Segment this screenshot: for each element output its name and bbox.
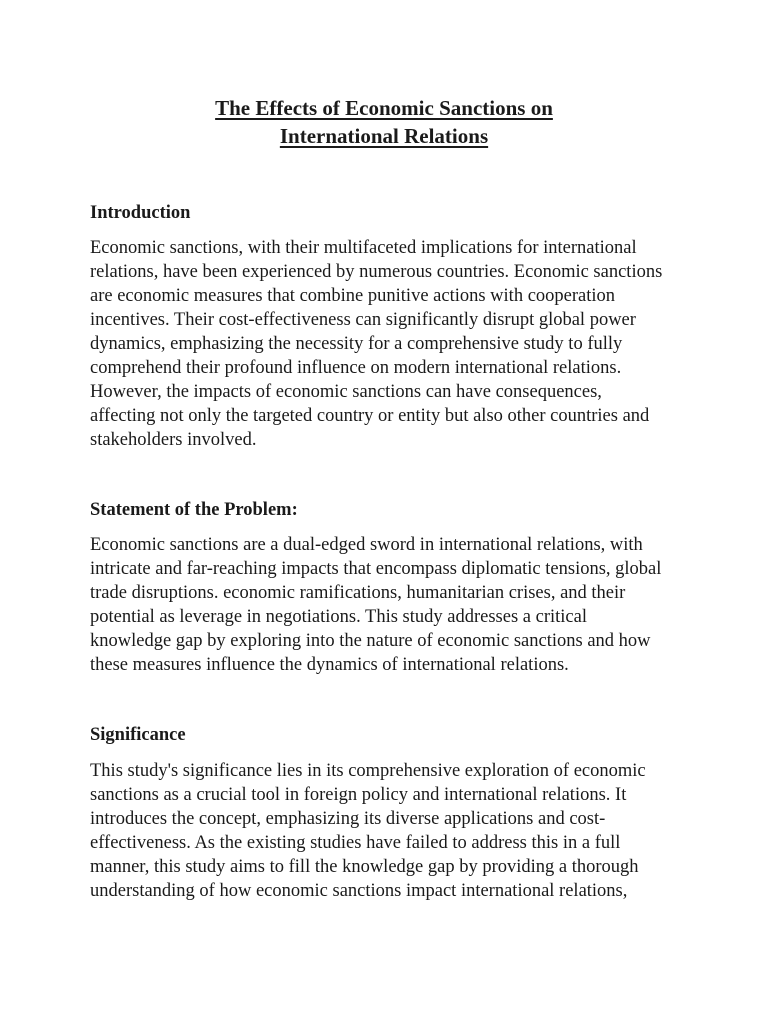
text-line: relations, have been experienced by numerous countries. Economic sanctions [90,262,663,282]
section-heading-significance: Significance [90,725,186,745]
text-line: However, the impacts of economic sanctions can have consequences, [90,382,602,402]
text-line: incentives. Their cost-effectiveness can significantly disrupt global power [90,310,636,330]
text-line: Economic sanctions, with their multifaceted implications for international [90,238,637,258]
text-line: dynamics, emphasizing the necessity for a comprehensive study to fully [90,334,623,354]
section-body-statement-of-problem [90,533,690,677]
title-line: The Effects of Economic Sanctions on [215,96,553,120]
document-title [0,94,768,150]
section-body-significance [90,759,690,903]
text-line: introduces the concept, emphasizing its diverse applications and cost- [90,809,606,829]
text-line: trade disruptions. economic ramifications, humanitarian crises, and their [90,583,626,603]
text-line: intricate and far-reaching impacts that encompass diplomatic tensions, global [90,559,662,579]
section-heading-statement-of-problem: Statement of the Problem: [90,500,298,520]
text-line: knowledge gap by exploring into the nature of economic sanctions and how [90,631,651,651]
text-line: these measures influence the dynamics of international relations. [90,655,569,675]
text-line: effectiveness. As the existing studies have failed to address this in a full [90,833,621,853]
text-line: understanding of how economic sanctions impact international relations, [90,881,628,901]
title-line: International Relations [279,124,489,148]
text-line: manner, this study aims to fill the knowledge gap by providing a thorough [90,857,639,877]
text-line: stakeholders involved. [90,430,257,450]
text-line: Economic sanctions are a dual-edged sword in international relations, with [90,535,643,555]
section-body-introduction [90,236,690,452]
text-line: This study's significance lies in its comprehensive exploration of economic [90,761,646,781]
text-line: affecting not only the targeted country or entity but also other countries and [90,406,650,426]
text-line: potential as leverage in negotiations. This study addresses a critical [90,607,587,627]
text-line: comprehend their profound influence on modern international relations. [90,358,622,378]
text-line: sanctions as a crucial tool in foreign policy and international relations. It [90,785,627,805]
text-line: are economic measures that combine punitive actions with cooperation [90,286,616,306]
section-heading-introduction: Introduction [90,203,191,223]
